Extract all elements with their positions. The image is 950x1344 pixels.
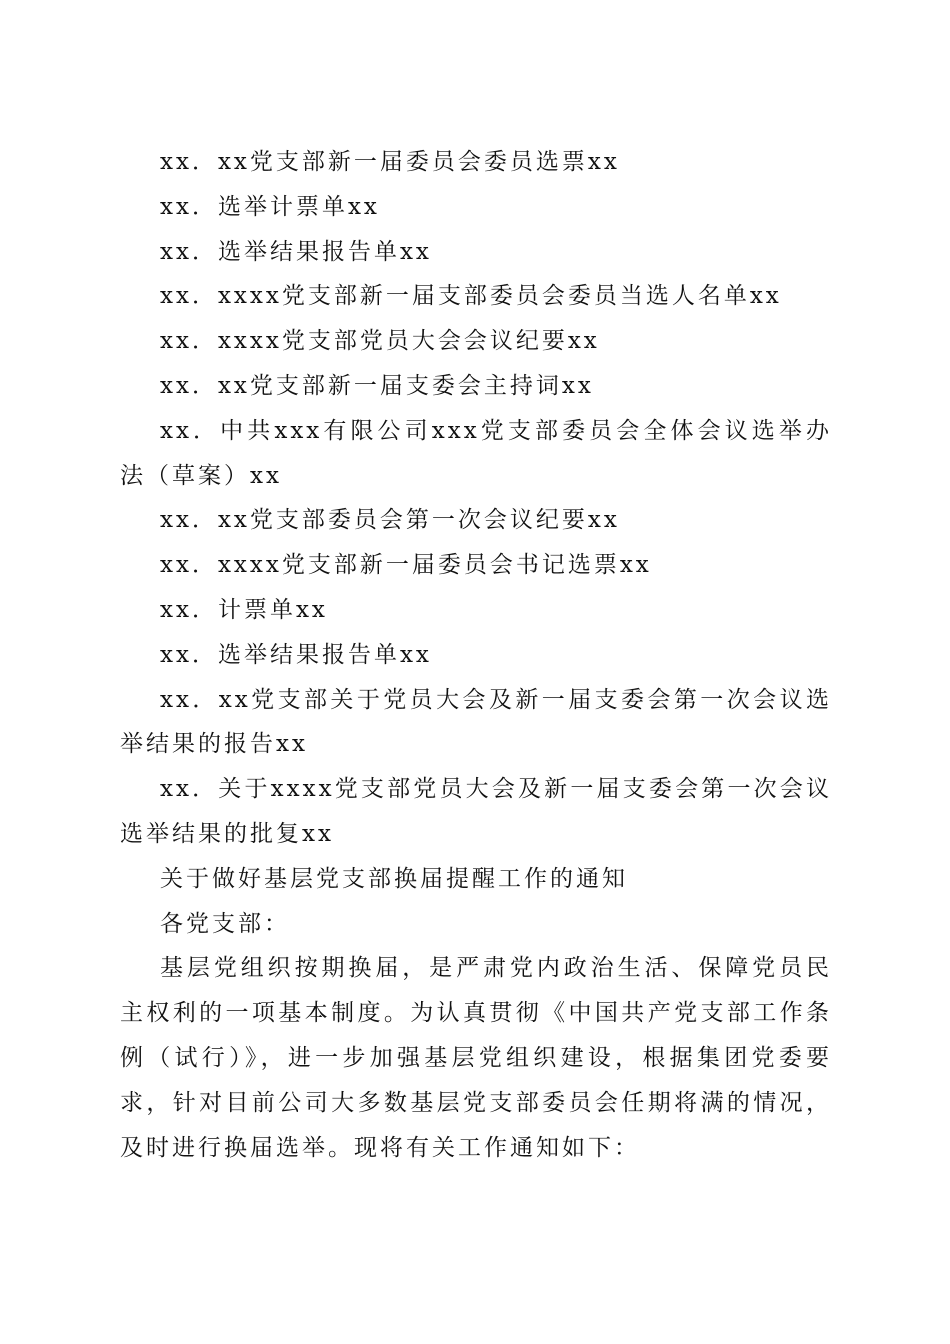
paragraph-9: xx．xxxx党支部新一届委员会书记选票xx: [160, 552, 652, 579]
paragraph-8: xx．xx党支部委员会第一次会议纪要xx: [160, 507, 620, 534]
paragraph-13: xx．关于xxxx党支部党员大会及新一届支委会第一次会议选举结果的批复xx: [120, 776, 832, 847]
paragraph-2: xx．选举计票单xx: [160, 193, 380, 220]
paragraph-6: xx．xx党支部新一届支委会主持词xx: [160, 372, 594, 399]
notice-title: 关于做好基层党支部换届提醒工作的通知: [160, 865, 628, 892]
document-body: [120, 140, 832, 1170]
paragraph-5: xx．xxxx党支部党员大会会议纪要xx: [160, 328, 600, 355]
salutation: 各党支部：: [160, 910, 290, 937]
paragraph-12: xx．xx党支部关于党员大会及新一届支委会第一次会议选举结果的报告xx: [120, 686, 832, 758]
paragraph-7: xx．中共xxx有限公司xxx党支部委员会全体会议选举办法（草案）xx: [120, 417, 832, 489]
notice-body: 基层党组织按期换届，是严肃党内政治生活、保障党员民主权利的一项基本制度。为认真贯彻《中国共产党支部工作条例（试行）》，进一步加强基层党组织建设，根据集团党委要求，针对目前公司大多数基层党支部委员会任期将满的情况，及时进行换届选举。现将有关工作通知如下：: [120, 955, 832, 1161]
paragraph-4: xx．xxxx党支部新一届支部委员会委员当选人名单xx: [160, 283, 782, 310]
paragraph-1: xx．xx党支部新一届委员会委员选票xx: [160, 149, 620, 175]
paragraph-11: xx．选举结果报告单xx: [160, 641, 432, 668]
paragraph-3: xx．选举结果报告单xx: [160, 238, 432, 265]
paragraph-10: xx．计票单xx: [160, 596, 328, 623]
